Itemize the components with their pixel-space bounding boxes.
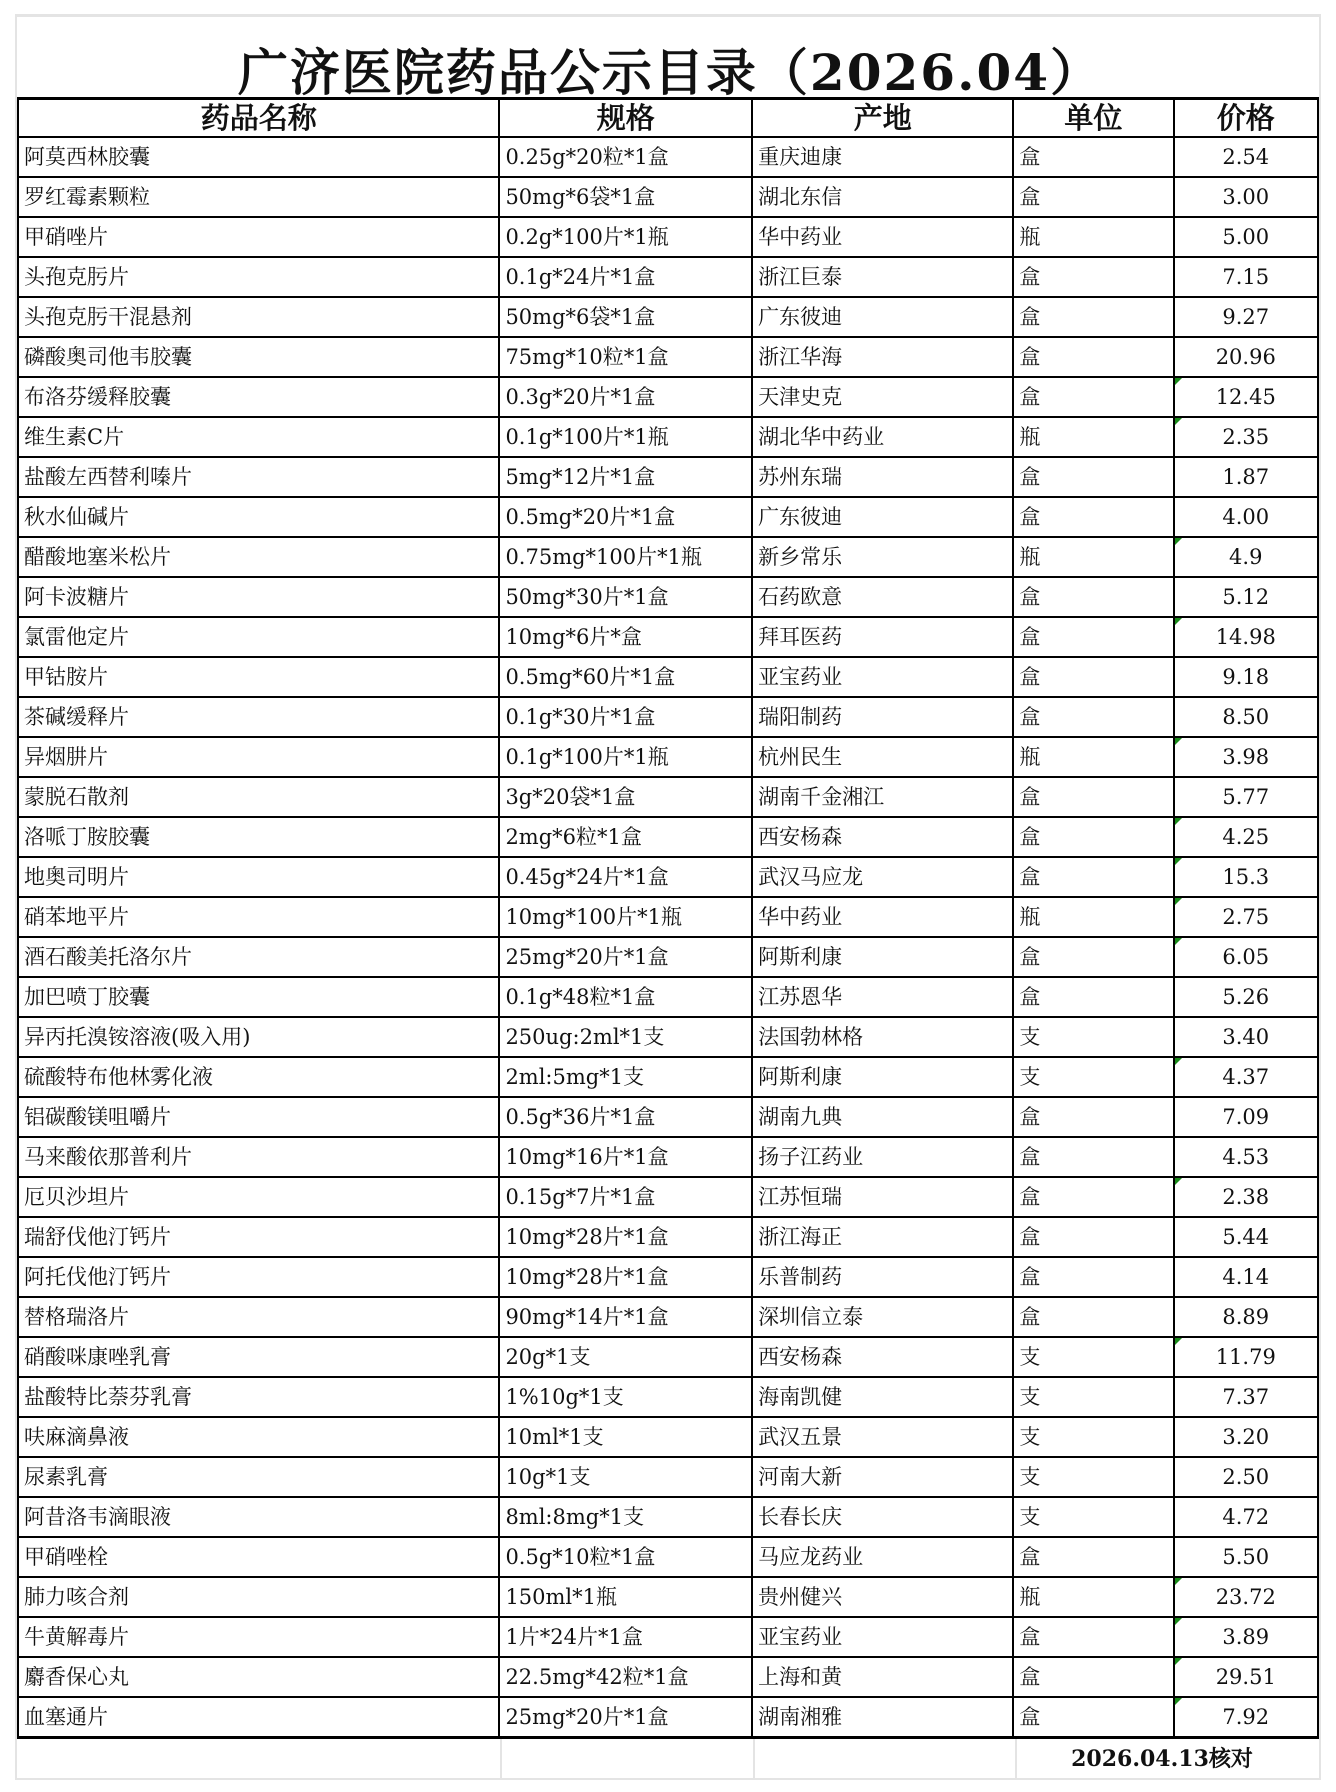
- price-cell[interactable]: 4.72: [1174, 1497, 1319, 1537]
- drug-name-cell[interactable]: 阿托伐他汀钙片: [18, 1257, 499, 1297]
- column-header-origin[interactable]: 产地: [752, 99, 1013, 138]
- table-row: [18, 377, 1318, 417]
- drug-name-cell[interactable]: 阿卡波糖片: [18, 577, 499, 617]
- table-row: [18, 497, 1318, 537]
- spec-cell[interactable]: 5mg*12片*1盒: [499, 457, 752, 497]
- drug-name-cell[interactable]: 异烟肼片: [18, 737, 499, 777]
- unit-cell[interactable]: 支: [1013, 1457, 1173, 1497]
- origin-cell[interactable]: 长春长庆: [752, 1497, 1013, 1537]
- spec-cell[interactable]: 8ml:8mg*1支: [499, 1497, 752, 1537]
- spec-cell[interactable]: 10mg*28片*1盒: [499, 1257, 752, 1297]
- price-cell[interactable]: 11.79: [1174, 1337, 1319, 1377]
- origin-cell[interactable]: 西安杨森: [752, 817, 1013, 857]
- drug-name-cell[interactable]: 牛黄解毒片: [18, 1617, 499, 1657]
- spec-cell[interactable]: 0.5mg*60片*1盒: [499, 657, 752, 697]
- origin-cell[interactable]: 法国勃林格: [752, 1017, 1013, 1057]
- table-row: [18, 417, 1318, 457]
- origin-cell[interactable]: 海南凯健: [752, 1377, 1013, 1417]
- drug-name-cell[interactable]: 盐酸特比萘芬乳膏: [18, 1377, 499, 1417]
- table-row: [18, 1217, 1318, 1257]
- table-row: [18, 617, 1318, 657]
- spec-cell[interactable]: 2ml:5mg*1支: [499, 1057, 752, 1097]
- table-row: [18, 737, 1318, 777]
- drug-name-cell[interactable]: 氯雷他定片: [18, 617, 499, 657]
- spec-cell[interactable]: 10mg*6片*盒: [499, 617, 752, 657]
- table-row: [18, 537, 1318, 577]
- origin-cell[interactable]: 阿斯利康: [752, 937, 1013, 977]
- drug-name-cell[interactable]: 地奥司明片: [18, 857, 499, 897]
- price-cell[interactable]: 20.96: [1174, 337, 1319, 377]
- drug-name-cell[interactable]: 异丙托溴铵溶液(吸入用): [18, 1017, 499, 1057]
- drug-name-cell[interactable]: 秋水仙碱片: [18, 497, 499, 537]
- unit-cell[interactable]: 盒: [1013, 377, 1173, 417]
- table-row: [18, 1017, 1318, 1057]
- table-row: [18, 1297, 1318, 1337]
- unit-cell[interactable]: 盒: [1013, 177, 1173, 217]
- drug-name-cell[interactable]: 磷酸奥司他韦胶囊: [18, 337, 499, 377]
- origin-cell[interactable]: 亚宝药业: [752, 657, 1013, 697]
- unit-cell[interactable]: 盒: [1013, 697, 1173, 737]
- drug-name-cell[interactable]: 洛哌丁胺胶囊: [18, 817, 499, 857]
- table-row: [18, 1377, 1318, 1417]
- unit-cell[interactable]: 盒: [1013, 1177, 1173, 1217]
- unit-cell[interactable]: 支: [1013, 1497, 1173, 1537]
- price-cell[interactable]: 5.44: [1174, 1217, 1319, 1257]
- origin-cell[interactable]: 瑞阳制药: [752, 697, 1013, 737]
- origin-cell[interactable]: 浙江海正: [752, 1217, 1013, 1257]
- price-cell[interactable]: 4.14: [1174, 1257, 1319, 1297]
- drug-name-cell[interactable]: 硫酸特布他林雾化液: [18, 1057, 499, 1097]
- unit-cell[interactable]: 瓶: [1013, 1577, 1173, 1617]
- origin-cell[interactable]: 武汉五景: [752, 1417, 1013, 1457]
- spec-cell[interactable]: 0.5g*36片*1盒: [499, 1097, 752, 1137]
- footer-cell[interactable]: [17, 1739, 502, 1779]
- spec-cell[interactable]: 0.45g*24片*1盒: [499, 857, 752, 897]
- footer-cell[interactable]: [755, 1739, 1017, 1779]
- table-row: [18, 1177, 1318, 1217]
- origin-cell[interactable]: 湖北华中药业: [752, 417, 1013, 457]
- spec-cell[interactable]: 1片*24片*1盒: [499, 1617, 752, 1657]
- unit-cell[interactable]: 支: [1013, 1417, 1173, 1457]
- column-header-unit[interactable]: 单位: [1013, 99, 1173, 138]
- origin-cell[interactable]: 湖南九典: [752, 1097, 1013, 1137]
- table-row: [18, 1617, 1318, 1657]
- origin-cell[interactable]: 乐普制药: [752, 1257, 1013, 1297]
- price-cell[interactable]: 7.09: [1174, 1097, 1319, 1137]
- price-cell[interactable]: 2.38: [1174, 1177, 1319, 1217]
- drug-name-cell[interactable]: 尿素乳膏: [18, 1457, 499, 1497]
- spec-cell[interactable]: 50mg*6袋*1盒: [499, 177, 752, 217]
- drug-name-cell[interactable]: 阿莫西林胶囊: [18, 137, 499, 177]
- drug-name-cell[interactable]: 肺力咳合剂: [18, 1577, 499, 1617]
- spec-cell[interactable]: 250ug:2ml*1支: [499, 1017, 752, 1057]
- drug-name-cell[interactable]: 甲钴胺片: [18, 657, 499, 697]
- table-row: [18, 1097, 1318, 1137]
- price-cell[interactable]: 7.37: [1174, 1377, 1319, 1417]
- spec-cell[interactable]: 25mg*20片*1盒: [499, 1697, 752, 1737]
- origin-cell[interactable]: 扬子江药业: [752, 1137, 1013, 1177]
- origin-cell[interactable]: 江苏恩华: [752, 977, 1013, 1017]
- drug-name-cell[interactable]: 瑞舒伐他汀钙片: [18, 1217, 499, 1257]
- unit-cell[interactable]: 盒: [1013, 577, 1173, 617]
- drug-name-cell[interactable]: 呋麻滴鼻液: [18, 1417, 499, 1457]
- drug-name-cell[interactable]: 头孢克肟干混悬剂: [18, 297, 499, 337]
- unit-cell[interactable]: 盒: [1013, 617, 1173, 657]
- unit-cell[interactable]: 瓶: [1013, 417, 1173, 457]
- price-cell[interactable]: 7.15: [1174, 257, 1319, 297]
- drug-name-cell[interactable]: 甲硝唑栓: [18, 1537, 499, 1577]
- spec-cell[interactable]: 0.3g*20片*1盒: [499, 377, 752, 417]
- drug-name-cell[interactable]: 阿昔洛韦滴眼液: [18, 1497, 499, 1537]
- unit-cell[interactable]: 支: [1013, 1337, 1173, 1377]
- price-cell[interactable]: 3.98: [1174, 737, 1319, 777]
- table-row: [18, 1137, 1318, 1177]
- origin-cell[interactable]: 湖南千金湘江: [752, 777, 1013, 817]
- unit-cell[interactable]: 支: [1013, 1377, 1173, 1417]
- column-header-name[interactable]: 药品名称: [18, 99, 499, 138]
- table-row: [18, 937, 1318, 977]
- spec-cell[interactable]: 22.5mg*42粒*1盒: [499, 1657, 752, 1697]
- drug-name-cell[interactable]: 马来酸依那普利片: [18, 1137, 499, 1177]
- origin-cell[interactable]: 广东彼迪: [752, 497, 1013, 537]
- origin-cell[interactable]: 湖南湘雅: [752, 1697, 1013, 1737]
- spec-cell[interactable]: 1%10g*1支: [499, 1377, 752, 1417]
- drug-name-cell[interactable]: 血塞通片: [18, 1697, 499, 1737]
- table-row: [18, 337, 1318, 377]
- price-cell[interactable]: 4.25: [1174, 817, 1319, 857]
- price-cell[interactable]: 2.35: [1174, 417, 1319, 457]
- unit-cell[interactable]: 盒: [1013, 137, 1173, 177]
- footer-cell[interactable]: [502, 1739, 755, 1779]
- unit-cell[interactable]: 盒: [1013, 497, 1173, 537]
- spec-cell[interactable]: 0.5mg*20片*1盒: [499, 497, 752, 537]
- price-cell[interactable]: 14.98: [1174, 617, 1319, 657]
- spec-cell[interactable]: 0.1g*100片*1瓶: [499, 417, 752, 457]
- origin-cell[interactable]: 湖北东信: [752, 177, 1013, 217]
- table-row: [18, 1257, 1318, 1297]
- origin-cell[interactable]: 新乡常乐: [752, 537, 1013, 577]
- unit-cell[interactable]: 盒: [1013, 1297, 1173, 1337]
- spec-cell[interactable]: 0.2g*100片*1瓶: [499, 217, 752, 257]
- spec-cell[interactable]: 25mg*20片*1盒: [499, 937, 752, 977]
- table-row: [18, 457, 1318, 497]
- unit-cell[interactable]: 盒: [1013, 1697, 1173, 1737]
- origin-cell[interactable]: 广东彼迪: [752, 297, 1013, 337]
- origin-cell[interactable]: 杭州民生: [752, 737, 1013, 777]
- origin-cell[interactable]: 华中药业: [752, 217, 1013, 257]
- price-cell[interactable]: 5.26: [1174, 977, 1319, 1017]
- price-cell[interactable]: 3.00: [1174, 177, 1319, 217]
- spec-cell[interactable]: 0.1g*30片*1盒: [499, 697, 752, 737]
- origin-cell[interactable]: 苏州东瑞: [752, 457, 1013, 497]
- spec-cell[interactable]: 0.25g*20粒*1盒: [499, 137, 752, 177]
- spec-cell[interactable]: 10g*1支: [499, 1457, 752, 1497]
- unit-cell[interactable]: 盒: [1013, 777, 1173, 817]
- unit-cell[interactable]: 瓶: [1013, 537, 1173, 577]
- drug-name-cell[interactable]: 酒石酸美托洛尔片: [18, 937, 499, 977]
- unit-cell[interactable]: 盒: [1013, 817, 1173, 857]
- spec-cell[interactable]: 50mg*30片*1盒: [499, 577, 752, 617]
- origin-cell[interactable]: 重庆迪康: [752, 137, 1013, 177]
- table-row: [18, 1457, 1318, 1497]
- origin-cell[interactable]: 拜耳医药: [752, 617, 1013, 657]
- origin-cell[interactable]: 亚宝药业: [752, 1617, 1013, 1657]
- unit-cell[interactable]: 盒: [1013, 1217, 1173, 1257]
- column-header-spec[interactable]: 规格: [499, 99, 752, 138]
- table-row: [18, 1697, 1318, 1737]
- spec-cell[interactable]: 20g*1支: [499, 1337, 752, 1377]
- table-row: [18, 257, 1318, 297]
- origin-cell[interactable]: 河南大新: [752, 1457, 1013, 1497]
- unit-cell[interactable]: 盒: [1013, 1657, 1173, 1697]
- origin-cell[interactable]: 马应龙药业: [752, 1537, 1013, 1577]
- table-row: [18, 1657, 1318, 1697]
- price-cell[interactable]: 5.00: [1174, 217, 1319, 257]
- spec-cell[interactable]: 2mg*6粒*1盒: [499, 817, 752, 857]
- origin-cell[interactable]: 华中药业: [752, 897, 1013, 937]
- spec-cell[interactable]: 10mg*100片*1瓶: [499, 897, 752, 937]
- unit-cell[interactable]: 盒: [1013, 1257, 1173, 1297]
- unit-cell[interactable]: 支: [1013, 1057, 1173, 1097]
- table-row: [18, 857, 1318, 897]
- spec-cell[interactable]: 0.5g*10粒*1盒: [499, 1537, 752, 1577]
- price-cell[interactable]: 29.51: [1174, 1657, 1319, 1697]
- price-cell[interactable]: 4.00: [1174, 497, 1319, 537]
- unit-cell[interactable]: 盒: [1013, 337, 1173, 377]
- price-cell[interactable]: 5.77: [1174, 777, 1319, 817]
- price-cell[interactable]: 3.89: [1174, 1617, 1319, 1657]
- table-row: [18, 897, 1318, 937]
- price-cell[interactable]: 8.89: [1174, 1297, 1319, 1337]
- price-cell[interactable]: 6.05: [1174, 937, 1319, 977]
- drug-price-table: [17, 97, 1319, 1739]
- origin-cell[interactable]: 武汉马应龙: [752, 857, 1013, 897]
- drug-name-cell[interactable]: 麝香保心丸: [18, 1657, 499, 1697]
- unit-cell[interactable]: 支: [1013, 1017, 1173, 1057]
- origin-cell[interactable]: 西安杨森: [752, 1337, 1013, 1377]
- price-cell[interactable]: 23.72: [1174, 1577, 1319, 1617]
- table-row: [18, 137, 1318, 177]
- spec-cell[interactable]: 0.1g*48粒*1盒: [499, 977, 752, 1017]
- drug-name-cell[interactable]: 罗红霉素颗粒: [18, 177, 499, 217]
- price-cell[interactable]: 7.92: [1174, 1697, 1319, 1737]
- origin-cell[interactable]: 江苏恒瑞: [752, 1177, 1013, 1217]
- drug-name-cell[interactable]: 硝苯地平片: [18, 897, 499, 937]
- table-row: [18, 1497, 1318, 1537]
- unit-cell[interactable]: 盒: [1013, 257, 1173, 297]
- table-row: [18, 977, 1318, 1017]
- table-row: [18, 1337, 1318, 1377]
- unit-cell[interactable]: 盒: [1013, 1137, 1173, 1177]
- price-cell[interactable]: 2.50: [1174, 1457, 1319, 1497]
- table-row: [18, 177, 1318, 217]
- table-row: [18, 657, 1318, 697]
- table-row: [18, 217, 1318, 257]
- price-cell[interactable]: 4.9: [1174, 537, 1319, 577]
- origin-cell[interactable]: 贵州健兴: [752, 1577, 1013, 1617]
- verified-date-note: 2026.04.13核对: [1071, 1746, 1253, 1772]
- unit-cell[interactable]: 盒: [1013, 857, 1173, 897]
- price-cell[interactable]: 3.20: [1174, 1417, 1319, 1457]
- drug-name-cell[interactable]: 替格瑞洛片: [18, 1297, 499, 1337]
- unit-cell[interactable]: 瓶: [1013, 897, 1173, 937]
- table-row: [18, 577, 1318, 617]
- drug-name-cell[interactable]: 甲硝唑片: [18, 217, 499, 257]
- spec-cell[interactable]: 0.15g*7片*1盒: [499, 1177, 752, 1217]
- footer-row: [17, 1739, 1323, 1779]
- table-header-row: [18, 99, 1318, 138]
- table-row: [18, 697, 1318, 737]
- unit-cell[interactable]: 瓶: [1013, 737, 1173, 777]
- unit-cell[interactable]: 盒: [1013, 937, 1173, 977]
- spec-cell[interactable]: 10mg*28片*1盒: [499, 1217, 752, 1257]
- spec-cell[interactable]: 0.1g*100片*1瓶: [499, 737, 752, 777]
- unit-cell[interactable]: 盒: [1013, 1097, 1173, 1137]
- drug-name-cell[interactable]: 厄贝沙坦片: [18, 1177, 499, 1217]
- table-row: [18, 297, 1318, 337]
- drug-name-cell[interactable]: 硝酸咪康唑乳膏: [18, 1337, 499, 1377]
- unit-cell[interactable]: 盒: [1013, 297, 1173, 337]
- drug-name-cell[interactable]: 维生素C片: [18, 417, 499, 457]
- spec-cell[interactable]: 0.75mg*100片*1瓶: [499, 537, 752, 577]
- drug-name-cell[interactable]: 醋酸地塞米松片: [18, 537, 499, 577]
- unit-cell[interactable]: 瓶: [1013, 217, 1173, 257]
- drug-name-cell[interactable]: 蒙脱石散剂: [18, 777, 499, 817]
- unit-cell[interactable]: 盒: [1013, 1537, 1173, 1577]
- origin-cell[interactable]: 石药欧意: [752, 577, 1013, 617]
- unit-cell[interactable]: 盒: [1013, 1617, 1173, 1657]
- spec-cell[interactable]: 10ml*1支: [499, 1417, 752, 1457]
- origin-cell[interactable]: 阿斯利康: [752, 1057, 1013, 1097]
- table-row: [18, 1577, 1318, 1617]
- spec-cell[interactable]: 90mg*14片*1盒: [499, 1297, 752, 1337]
- table-row: [18, 1537, 1318, 1577]
- unit-cell[interactable]: 盒: [1013, 657, 1173, 697]
- price-cell[interactable]: 9.18: [1174, 657, 1319, 697]
- drug-name-cell[interactable]: 头孢克肟片: [18, 257, 499, 297]
- unit-cell[interactable]: 盒: [1013, 457, 1173, 497]
- price-cell[interactable]: 5.12: [1174, 577, 1319, 617]
- spec-cell[interactable]: 3g*20袋*1盒: [499, 777, 752, 817]
- price-cell[interactable]: 2.75: [1174, 897, 1319, 937]
- price-cell[interactable]: 3.40: [1174, 1017, 1319, 1057]
- spec-cell[interactable]: 10mg*16片*1盒: [499, 1137, 752, 1177]
- price-cell[interactable]: 15.3: [1174, 857, 1319, 897]
- unit-cell[interactable]: 盒: [1013, 977, 1173, 1017]
- origin-cell[interactable]: 天津史克: [752, 377, 1013, 417]
- table-row: [18, 1057, 1318, 1097]
- table-row: [18, 1417, 1318, 1457]
- spreadsheet-page: [15, 14, 1321, 1780]
- spec-cell[interactable]: 75mg*10粒*1盒: [499, 337, 752, 377]
- page-title: 广济医院药品公示目录（2026.04）: [237, 43, 1103, 102]
- column-header-price[interactable]: 价格: [1174, 99, 1319, 138]
- spec-cell[interactable]: 150ml*1瓶: [499, 1577, 752, 1617]
- price-cell[interactable]: 1.87: [1174, 457, 1319, 497]
- drug-name-cell[interactable]: 布洛芬缓释胶囊: [18, 377, 499, 417]
- drug-name-cell[interactable]: 加巴喷丁胶囊: [18, 977, 499, 1017]
- price-cell[interactable]: 5.50: [1174, 1537, 1319, 1577]
- drug-name-cell[interactable]: 茶碱缓释片: [18, 697, 499, 737]
- table-row: [18, 777, 1318, 817]
- price-cell[interactable]: 9.27: [1174, 297, 1319, 337]
- origin-cell[interactable]: 深圳信立泰: [752, 1297, 1013, 1337]
- price-cell[interactable]: 8.50: [1174, 697, 1319, 737]
- price-cell[interactable]: 12.45: [1174, 377, 1319, 417]
- price-cell[interactable]: 2.54: [1174, 137, 1319, 177]
- drug-name-cell[interactable]: 铝碳酸镁咀嚼片: [18, 1097, 499, 1137]
- drug-name-cell[interactable]: 盐酸左西替利嗪片: [18, 457, 499, 497]
- table-row: [18, 817, 1318, 857]
- origin-cell[interactable]: 浙江华海: [752, 337, 1013, 377]
- price-cell[interactable]: 4.53: [1174, 1137, 1319, 1177]
- price-cell[interactable]: 4.37: [1174, 1057, 1319, 1097]
- spec-cell[interactable]: 0.1g*24片*1盒: [499, 257, 752, 297]
- origin-cell[interactable]: 浙江巨泰: [752, 257, 1013, 297]
- origin-cell[interactable]: 上海和黄: [752, 1657, 1013, 1697]
- spec-cell[interactable]: 50mg*6袋*1盒: [499, 297, 752, 337]
